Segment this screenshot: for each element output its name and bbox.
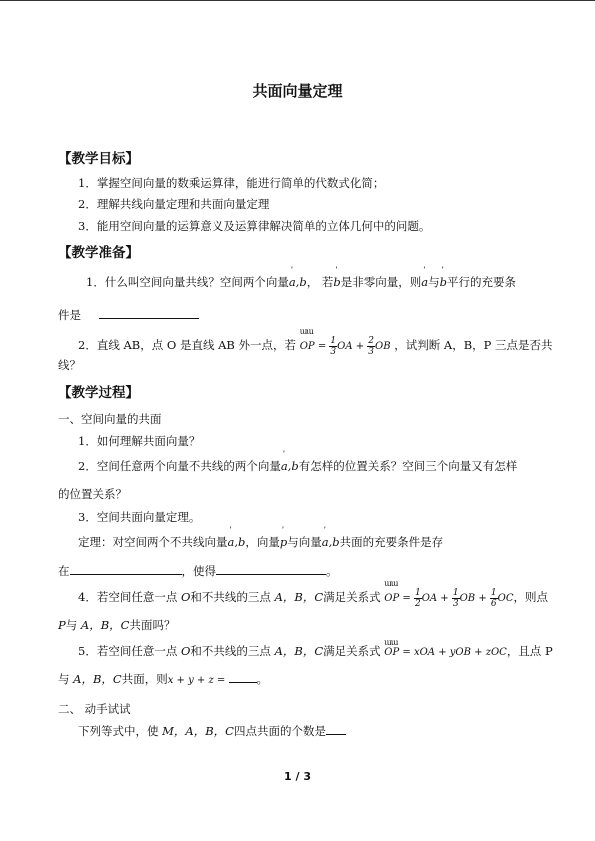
math-term: OC [497,593,514,604]
math-term: = [314,341,330,352]
answer-blank[interactable] [216,563,326,575]
text: 与 [428,275,440,289]
text: ，且点 P [506,644,553,658]
vector-symbol: ʹ a,b [289,275,307,289]
math-term: OB [459,593,476,604]
formula-op [299,327,391,357]
denominator: 3 [368,347,375,357]
section-heading-process: 【教学过程】 [58,385,139,401]
text: 与向量 [287,535,322,549]
prep-question-1-cont [58,307,199,323]
theorem-line [78,534,443,550]
answer-blank[interactable] [229,671,257,683]
denominator: 3 [452,599,459,609]
vector-symbol: ʹ a,b [281,459,299,473]
math-term: OA [421,593,438,604]
vector-symbol: ʹ a,b [228,535,246,549]
answer-blank[interactable] [326,723,346,735]
prep-question-2 [78,327,553,357]
math-term: OP [299,341,315,352]
process-item-5 [78,638,553,659]
math-term: OP = xOA + yOB + zOC [384,647,507,658]
math-term: O [180,644,191,658]
numerator: 1 [414,588,421,598]
numerator: 1 [490,588,497,598]
vector-arrow-icon: ɯɯ [384,579,398,588]
text: ， 若 [306,275,334,289]
formula-op [384,638,507,658]
math-term: OP = [384,593,414,604]
numerator: 1 [452,588,459,598]
prep-question-1 [86,274,516,290]
text: 2．直线 AB，点 O 是直线 AB 外一点，若 [78,338,297,352]
exercise-question [78,723,346,739]
text: 与 [65,618,81,632]
process-item-4 [78,579,548,609]
vector-arrow-icon: ɯɯ [384,638,398,647]
math-term: + [475,593,490,604]
text: 在 [58,564,70,578]
vector-symbol: ʹ b [440,275,447,289]
vector-symbol: ʹ a [421,275,428,289]
denominator: 6 [490,599,497,609]
vector-symbol: ʹ b [333,275,340,289]
text: 共面的充要条件是存 [339,535,444,549]
text: 满足关系式 [323,590,381,604]
process-item-2 [78,458,517,474]
denominator: 2 [414,599,421,609]
part-heading: 一、空间向量的共面 [58,412,162,426]
vector-arrow-icon: ɯɯ [299,327,313,336]
math-term: OB [375,341,391,352]
math-term: A，B，C [274,644,324,658]
text: 共面，则 [121,672,168,686]
math-term: A，B，C [73,672,122,686]
theorem-line-cont [58,563,338,579]
denominator: 3 [330,347,337,357]
part-heading: 二、 动手试试 [58,702,131,716]
goal-item: 1．掌握空间向量的数乘运算律，能进行简单的代数式化简； [78,176,385,190]
text: 有怎样的位置关系？空间三个向量又有怎样 [298,459,518,473]
text: 共面吗？ [129,618,176,632]
answer-blank[interactable] [99,307,199,319]
top-rule [0,0,595,1]
math-term: A，B，C [80,618,130,632]
math-term: A，B，C [274,590,324,604]
math-term: O [180,590,191,604]
math-term: x + y + z = [167,675,229,686]
text: 。 [256,672,268,686]
math-term: OA [337,341,353,352]
text: ，试判断 A，B，P 三点是否共 [394,338,553,352]
fraction [329,336,337,357]
numerator: 2 [368,336,375,346]
text: ，向量 [245,535,280,549]
text: 与 [58,672,74,686]
text: ，则点 [513,590,548,604]
text: 5．若空间任意一点 [78,644,181,658]
text: 定理：对空间两个不共线向量 [78,535,228,549]
page-title: 共面向量定理 [252,82,343,100]
section-heading-goals: 【教学目标】 [58,151,139,167]
text: 四点共面的个数是 [234,724,326,738]
math-term: + [352,341,368,352]
prep-question-2-cont: 线？ [58,358,81,372]
math-term: + [437,593,452,604]
vector-symbol: ʹ p [280,535,287,549]
math-term: M，A，B，C [162,724,234,738]
formula-op [384,579,514,609]
text: 件是 [58,308,81,322]
fraction [414,588,422,609]
text: 和不共线的三点 [190,590,275,604]
process-item-2-cont: 的位置关系？ [58,487,127,501]
text: 下列等式中，使 [78,724,163,738]
text: 满足关系式 [323,644,381,658]
fraction [452,588,460,609]
text: 。 [326,564,338,578]
text: 1．什么叫空间向量共线？空间两个向量 [86,275,289,289]
process-item-5-cont [58,671,268,687]
text: 2．空间任意两个向量不共线的两个向量 [78,459,281,473]
fraction [367,336,375,357]
process-item-1: 1．如何理解共面向量？ [78,434,201,448]
text: ，使得 [181,564,216,578]
text: 4．若空间任意一点 [78,590,181,604]
text: 和不共线的三点 [190,644,275,658]
process-item-4-cont [58,617,175,633]
text: 平行的充要条 [446,275,516,289]
process-item-3: 3．空间共面向量定理。 [78,510,201,524]
section-heading-prep: 【教学准备】 [58,245,139,261]
fraction [490,588,498,609]
page-number: 1 / 3 [284,770,311,783]
goal-item: 3．能用空间向量的运算意义及运算律解决简单的立体几何中的问题。 [78,219,431,233]
answer-blank[interactable] [70,563,182,575]
vector-symbol: ʹ a,b [322,535,340,549]
numerator: 1 [330,336,337,346]
math-term: P [58,618,66,632]
goal-item: 2．理解共线向量定理和共面向量定理 [78,197,270,211]
text: 是非零向量，则 [340,275,422,289]
